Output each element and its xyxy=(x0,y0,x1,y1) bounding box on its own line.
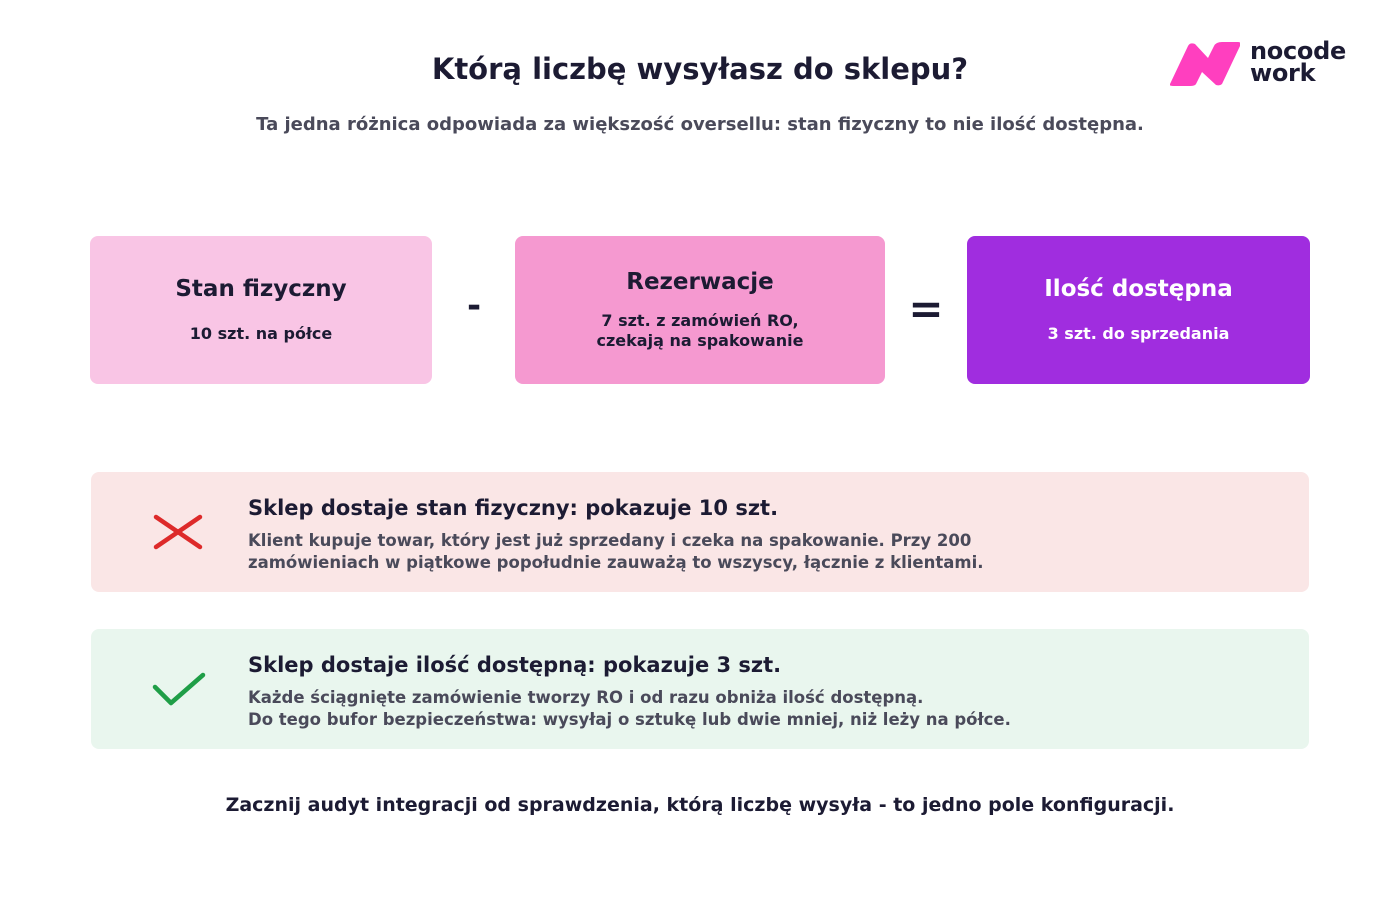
card-correct-line: Do tego bufor bezpieczeństwa: wysyłaj o sztukę lub dwie mniej, niż leży na półce. xyxy=(248,710,1011,729)
minus-operator: - xyxy=(466,286,482,326)
equals-operator: = xyxy=(908,284,944,333)
page-title: Którą liczbę wysyłasz do sklepu? xyxy=(431,52,969,86)
box-physical-desc xyxy=(190,324,332,344)
checkmark-icon xyxy=(151,669,207,709)
card-correct-body xyxy=(248,687,1278,731)
card-wrong-heading: Sklep dostaje stan fizyczny: pokazuje 10 szt. xyxy=(248,496,779,520)
box-reservations-desc-line: czekają na spakowanie xyxy=(596,331,804,350)
box-available-desc xyxy=(1048,324,1230,344)
card-wrong-approach xyxy=(91,472,1309,592)
box-available-quantity xyxy=(967,236,1310,384)
footer-note: Zacznij audyt integracji od sprawdzenia, którą liczbę wysyła - to jedno pole konfiguracji. xyxy=(225,794,1175,816)
logo-line-1: nocode xyxy=(1250,37,1346,65)
cross-icon xyxy=(151,512,205,552)
box-available-desc-line: 3 szt. do sprzedania xyxy=(1047,324,1230,343)
card-wrong-body xyxy=(248,530,1278,574)
card-correct-approach xyxy=(91,629,1309,749)
page-subtitle: Ta jedna różnica odpowiada za większość oversellu: stan fizyczny to nie ilość dostępna. xyxy=(256,114,1144,135)
card-correct-line: Każde ściągnięte zamówienie tworzy RO i od razu obniża ilość dostępną. xyxy=(248,688,924,707)
box-reservations-desc-line: 7 szt. z zamówień RO, xyxy=(601,311,799,330)
card-wrong-line: zamówieniach w piątkowe popołudnie zauważą to wszyscy, łącznie z klientami. xyxy=(248,553,984,572)
box-reservations-desc xyxy=(597,311,804,351)
box-physical-title: Stan fizyczny xyxy=(175,276,347,302)
logo-line-2: work xyxy=(1250,59,1316,87)
box-reservations xyxy=(515,236,885,384)
box-available-title: Ilość dostępna xyxy=(1044,276,1233,302)
box-physical-desc-line: 10 szt. na półce xyxy=(189,324,333,343)
box-physical-stock xyxy=(90,236,432,384)
card-wrong-line: Klient kupuje towar, który jest już sprzedany i czeka na spakowanie. Przy 200 xyxy=(248,531,972,550)
card-correct-heading: Sklep dostaje ilość dostępną: pokazuje 3 szt. xyxy=(248,653,782,677)
box-reservations-title: Rezerwacje xyxy=(626,269,774,295)
